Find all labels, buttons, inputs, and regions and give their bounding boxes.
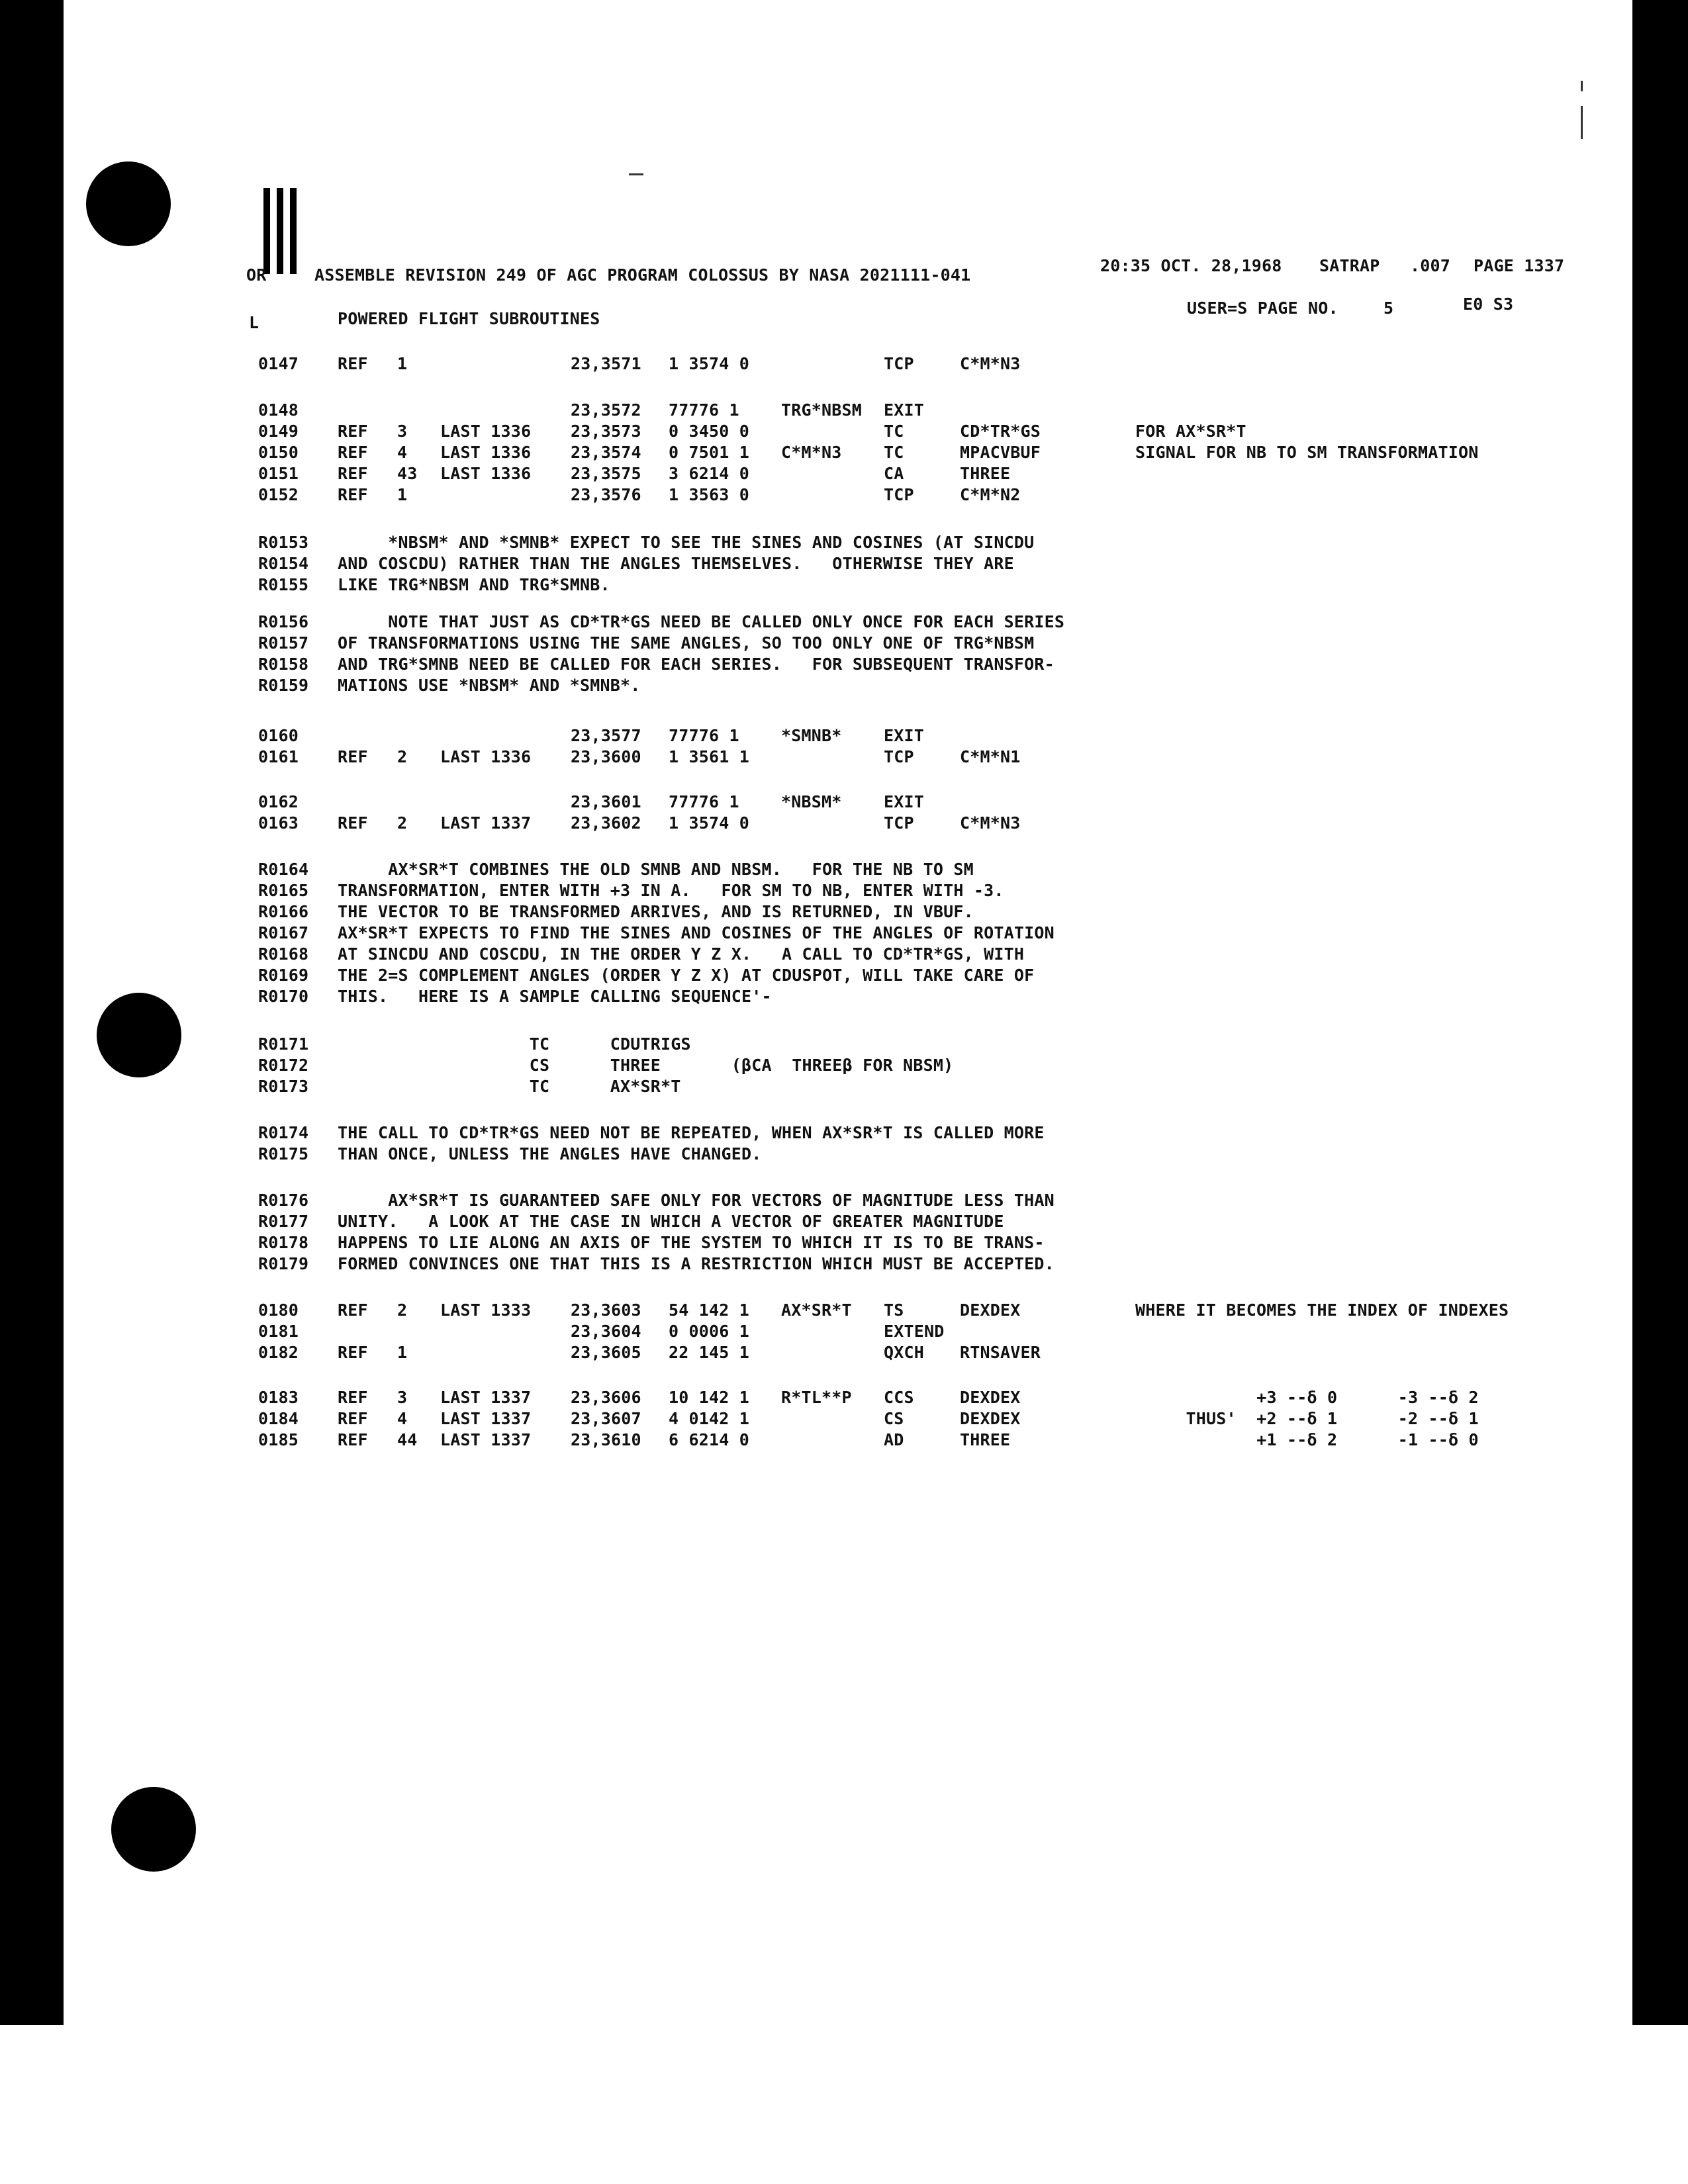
- line-number: 0184: [258, 1409, 299, 1428]
- line-number: 0160: [258, 726, 299, 745]
- line-number: 0161: [258, 747, 299, 766]
- last-page-ref: LAST 1336: [440, 747, 532, 766]
- registration-mark: [277, 188, 283, 274]
- line-number: 0149: [258, 422, 299, 441]
- operand: C*M*N1: [960, 747, 1021, 766]
- remark-line-number: R0167: [258, 923, 309, 942]
- remark-text: TC CDUTRIGS: [338, 1034, 691, 1054]
- remark-line-number: R0178: [258, 1233, 309, 1252]
- opcode: TCP: [884, 747, 914, 766]
- last-page-ref: LAST 1337: [440, 813, 532, 833]
- remark-text: LIKE TRG*NBSM AND TRG*SMNB.: [338, 575, 610, 594]
- symbol-label: C*M*N3: [781, 443, 842, 462]
- address: 23,3607: [571, 1409, 641, 1428]
- octal-word: 10 142 1: [669, 1388, 750, 1407]
- last-page-ref: LAST 1336: [440, 422, 532, 441]
- octal-word: 77776 1: [669, 400, 739, 420]
- opcode: EXIT: [884, 400, 925, 420]
- remark-text: THAN ONCE, UNLESS THE ANGLES HAVE CHANGED.: [338, 1144, 762, 1163]
- remark-line-number: R0177: [258, 1212, 309, 1231]
- address: 23,3602: [571, 813, 641, 833]
- comment: FOR AX*SR*T: [1135, 422, 1246, 441]
- remark-line-number: R0154: [258, 554, 309, 573]
- ref-keyword: REF: [338, 1388, 368, 1407]
- symbol-label: TRG*NBSM: [781, 400, 863, 420]
- ref-count: 3: [397, 422, 408, 441]
- comment: SIGNAL FOR NB TO SM TRANSFORMATION: [1135, 443, 1479, 462]
- user-page-number: 5: [1383, 298, 1394, 318]
- address: 23,3604: [571, 1322, 641, 1341]
- comment: THUS' +2 --δ 1 -2 --δ 1: [1125, 1409, 1479, 1428]
- ref-count: 3: [397, 1388, 408, 1407]
- octal-word: 1 3574 0: [669, 354, 750, 373]
- remark-line-number: R0179: [258, 1254, 309, 1273]
- remark-line-number: R0174: [258, 1123, 309, 1142]
- ref-keyword: REF: [338, 813, 368, 833]
- operand: CD*TR*GS: [960, 422, 1041, 441]
- line-number: 0151: [258, 464, 299, 483]
- opcode: CA: [884, 464, 904, 483]
- symbol-label: AX*SR*T: [781, 1300, 852, 1320]
- address: 23,3601: [571, 792, 641, 811]
- punch-hole: [97, 993, 181, 1077]
- opcode: EXTEND: [884, 1322, 945, 1341]
- octal-word: 0 7501 1: [669, 443, 750, 462]
- ref-keyword: REF: [338, 747, 368, 766]
- remark-text: NOTE THAT JUST AS CD*TR*GS NEED BE CALLED ONLY ONCE FOR EACH SERIES: [338, 612, 1065, 631]
- remark-line-number: R0169: [258, 966, 309, 985]
- opcode: TCP: [884, 485, 914, 504]
- remark-line-number: R0173: [258, 1077, 309, 1096]
- last-page-ref: LAST 1336: [440, 464, 532, 483]
- last-page-ref: LAST 1337: [440, 1430, 532, 1449]
- remark-text: HAPPENS TO LIE ALONG AN AXIS OF THE SYSTEM TO WHICH IT IS TO BE TRANS-: [338, 1233, 1045, 1252]
- ref-count: 43: [397, 464, 418, 483]
- line-number: 0180: [258, 1300, 299, 1320]
- remark-text: THE CALL TO CD*TR*GS NEED NOT BE REPEATED, WHEN AX*SR*T IS CALLED MORE: [338, 1123, 1045, 1142]
- last-page-ref: LAST 1337: [440, 1409, 532, 1428]
- address: 23,3571: [571, 354, 641, 373]
- address: 23,3610: [571, 1430, 641, 1449]
- scan-speck: [629, 173, 643, 175]
- ref-keyword: REF: [338, 1300, 368, 1320]
- remark-text: THE 2=S COMPLEMENT ANGLES (ORDER Y Z X) AT CDUSPOT, WILL TAKE CARE OF: [338, 966, 1035, 985]
- octal-word: 77776 1: [669, 726, 739, 745]
- section-title: POWERED FLIGHT SUBROUTINES: [338, 309, 600, 328]
- remark-text: OF TRANSFORMATIONS USING THE SAME ANGLES, SO TOO ONLY ONE OF TRG*NBSM: [338, 633, 1035, 653]
- opcode: QXCH: [884, 1343, 925, 1362]
- address: 23,3603: [571, 1300, 641, 1320]
- e0-marker: E0 S3: [1463, 295, 1514, 314]
- symbol-label: *NBSM*: [781, 792, 842, 811]
- operand: RTNSAVER: [960, 1343, 1041, 1362]
- address: 23,3600: [571, 747, 641, 766]
- address: 23,3606: [571, 1388, 641, 1407]
- opcode: CS: [884, 1409, 904, 1428]
- remark-line-number: R0170: [258, 987, 309, 1006]
- remark-text: MATIONS USE *NBSM* AND *SMNB*.: [338, 676, 641, 695]
- comment: WHERE IT BECOMES THE INDEX OF INDEXES: [1135, 1300, 1509, 1320]
- user-page-label: USER=S PAGE NO.: [1187, 298, 1338, 318]
- line-number: 0181: [258, 1322, 299, 1341]
- address: 23,3572: [571, 400, 641, 420]
- ref-keyword: REF: [338, 485, 368, 504]
- remark-text: UNITY. A LOOK AT THE CASE IN WHICH A VECTOR OF GREATER MAGNITUDE: [338, 1212, 1004, 1231]
- operand: THREE: [960, 1430, 1011, 1449]
- remark-line-number: R0168: [258, 944, 309, 964]
- address: 23,3575: [571, 464, 641, 483]
- octal-word: 1 3563 0: [669, 485, 750, 504]
- octal-word: 6 6214 0: [669, 1430, 750, 1449]
- comment: +1 --δ 2 -1 --δ 0: [1125, 1430, 1479, 1449]
- octal-word: 0 3450 0: [669, 422, 750, 441]
- octal-word: 1 3574 0: [669, 813, 750, 833]
- ref-count: 2: [397, 1300, 408, 1320]
- header-version: .007: [1410, 256, 1451, 275]
- line-number: 0152: [258, 485, 299, 504]
- operand: C*M*N2: [960, 485, 1021, 504]
- address: 23,3576: [571, 485, 641, 504]
- remark-line-number: R0158: [258, 655, 309, 674]
- octal-word: 1 3561 1: [669, 747, 750, 766]
- scan-left-border: [0, 0, 64, 2025]
- opcode: EXIT: [884, 726, 925, 745]
- remark-line-number: R0156: [258, 612, 309, 631]
- line-number: 0150: [258, 443, 299, 462]
- remark-line-number: R0176: [258, 1191, 309, 1210]
- ref-count: 1: [397, 1343, 408, 1362]
- remark-line-number: R0155: [258, 575, 309, 594]
- remark-line-number: R0171: [258, 1034, 309, 1054]
- remark-text: AT SINCDU AND COSCDU, IN THE ORDER Y Z X. A CALL TO CD*TR*GS, WITH: [338, 944, 1025, 964]
- scan-speck: [1581, 106, 1583, 139]
- ref-count: 4: [397, 443, 408, 462]
- last-page-ref: LAST 1337: [440, 1388, 532, 1407]
- line-number: 0182: [258, 1343, 299, 1362]
- ref-keyword: REF: [338, 464, 368, 483]
- line-number: 0162: [258, 792, 299, 811]
- opcode: TCP: [884, 354, 914, 373]
- header-title: ASSEMBLE REVISION 249 OF AGC PROGRAM COLOSSUS BY NASA 2021111-041: [314, 265, 971, 285]
- octal-word: 54 142 1: [669, 1300, 750, 1320]
- page-bottom-margin: [0, 2025, 1688, 2184]
- octal-word: 4 0142 1: [669, 1409, 750, 1428]
- remark-text: *NBSM* AND *SMNB* EXPECT TO SEE THE SINES AND COSINES (AT SINCDU: [338, 533, 1035, 552]
- octal-word: 22 145 1: [669, 1343, 750, 1362]
- remark-text: FORMED CONVINCES ONE THAT THIS IS A RESTRICTION WHICH MUST BE ACCEPTED.: [338, 1254, 1055, 1273]
- registration-mark: [263, 188, 270, 274]
- remark-text: THIS. HERE IS A SAMPLE CALLING SEQUENCE'-: [338, 987, 772, 1006]
- ref-count: 2: [397, 747, 408, 766]
- scan-speck: [1581, 81, 1583, 91]
- opcode: TCP: [884, 813, 914, 833]
- ref-keyword: REF: [338, 1430, 368, 1449]
- symbol-label: R*TL**P: [781, 1388, 852, 1407]
- remark-line-number: R0166: [258, 902, 309, 921]
- line-number: 0148: [258, 400, 299, 420]
- ref-count: 1: [397, 485, 408, 504]
- octal-word: 3 6214 0: [669, 464, 750, 483]
- remark-text: AX*SR*T IS GUARANTEED SAFE ONLY FOR VECTORS OF MAGNITUDE LESS THAN: [338, 1191, 1055, 1210]
- remark-text: AX*SR*T COMBINES THE OLD SMNB AND NBSM. FOR THE NB TO SM: [338, 860, 974, 879]
- line-number: 0163: [258, 813, 299, 833]
- remark-text: TRANSFORMATION, ENTER WITH +3 IN A. FOR SM TO NB, ENTER WITH -3.: [338, 881, 1004, 900]
- ref-count: 1: [397, 354, 408, 373]
- address: 23,3574: [571, 443, 641, 462]
- operand: THREE: [960, 464, 1011, 483]
- opcode: AD: [884, 1430, 904, 1449]
- octal-word: 77776 1: [669, 792, 739, 811]
- operand: C*M*N3: [960, 354, 1021, 373]
- remark-line-number: R0157: [258, 633, 309, 653]
- remark-text: AX*SR*T EXPECTS TO FIND THE SINES AND COSINES OF THE ANGLES OF ROTATION: [338, 923, 1055, 942]
- opcode: TS: [884, 1300, 904, 1320]
- ref-count: 2: [397, 813, 408, 833]
- address: 23,3573: [571, 422, 641, 441]
- scan-right-border: [1632, 0, 1688, 2025]
- ref-keyword: REF: [338, 443, 368, 462]
- opcode: CCS: [884, 1388, 914, 1407]
- ref-count: 44: [397, 1430, 418, 1449]
- ref-keyword: REF: [338, 1343, 368, 1362]
- remark-line-number: R0165: [258, 881, 309, 900]
- line-number: 0183: [258, 1388, 299, 1407]
- operand: DEXDEX: [960, 1388, 1021, 1407]
- remark-line-number: R0159: [258, 676, 309, 695]
- line-number: 0147: [258, 354, 299, 373]
- comment: +3 --δ 0 -3 --δ 2: [1125, 1388, 1479, 1407]
- punch-hole: [111, 1787, 196, 1872]
- ref-count: 4: [397, 1409, 408, 1428]
- symbol-label: *SMNB*: [781, 726, 842, 745]
- opcode: EXIT: [884, 792, 925, 811]
- remark-text: TC AX*SR*T: [338, 1077, 681, 1096]
- remark-line-number: R0164: [258, 860, 309, 879]
- operand: DEXDEX: [960, 1409, 1021, 1428]
- punch-hole: [86, 161, 171, 246]
- remark-text: THE VECTOR TO BE TRANSFORMED ARRIVES, AND IS RETURNED, IN VBUF.: [338, 902, 974, 921]
- remark-text: AND TRG*SMNB NEED BE CALLED FOR EACH SERIES. FOR SUBSEQUENT TRANSFOR-: [338, 655, 1055, 674]
- opcode: TC: [884, 443, 904, 462]
- remark-line-number: R0175: [258, 1144, 309, 1163]
- opcode: TC: [884, 422, 904, 441]
- last-page-ref: LAST 1336: [440, 443, 532, 462]
- operand: C*M*N3: [960, 813, 1021, 833]
- header-satrap: SATRAP: [1319, 256, 1380, 275]
- remark-line-number: R0172: [258, 1056, 309, 1075]
- ref-keyword: REF: [338, 354, 368, 373]
- header-tag: OR: [246, 265, 267, 285]
- ref-keyword: REF: [338, 1409, 368, 1428]
- operand: DEXDEX: [960, 1300, 1021, 1320]
- last-page-ref: LAST 1333: [440, 1300, 532, 1320]
- header-datetime: 20:35 OCT. 28,1968: [1100, 256, 1282, 275]
- remark-line-number: R0153: [258, 533, 309, 552]
- registration-mark: [290, 188, 297, 274]
- line-number: 0185: [258, 1430, 299, 1449]
- remark-text: AND COSCDU) RATHER THAN THE ANGLES THEMSELVES. OTHERWISE THEY ARE: [338, 554, 1014, 573]
- octal-word: 0 0006 1: [669, 1322, 750, 1341]
- address: 23,3577: [571, 726, 641, 745]
- address: 23,3605: [571, 1343, 641, 1362]
- header-page: PAGE 1337: [1474, 256, 1565, 275]
- remark-text: CS THREE (βCA THREEβ FOR NBSM): [338, 1056, 954, 1075]
- ref-keyword: REF: [338, 422, 368, 441]
- operand: MPACVBUF: [960, 443, 1041, 462]
- section-marker: L: [249, 313, 259, 332]
